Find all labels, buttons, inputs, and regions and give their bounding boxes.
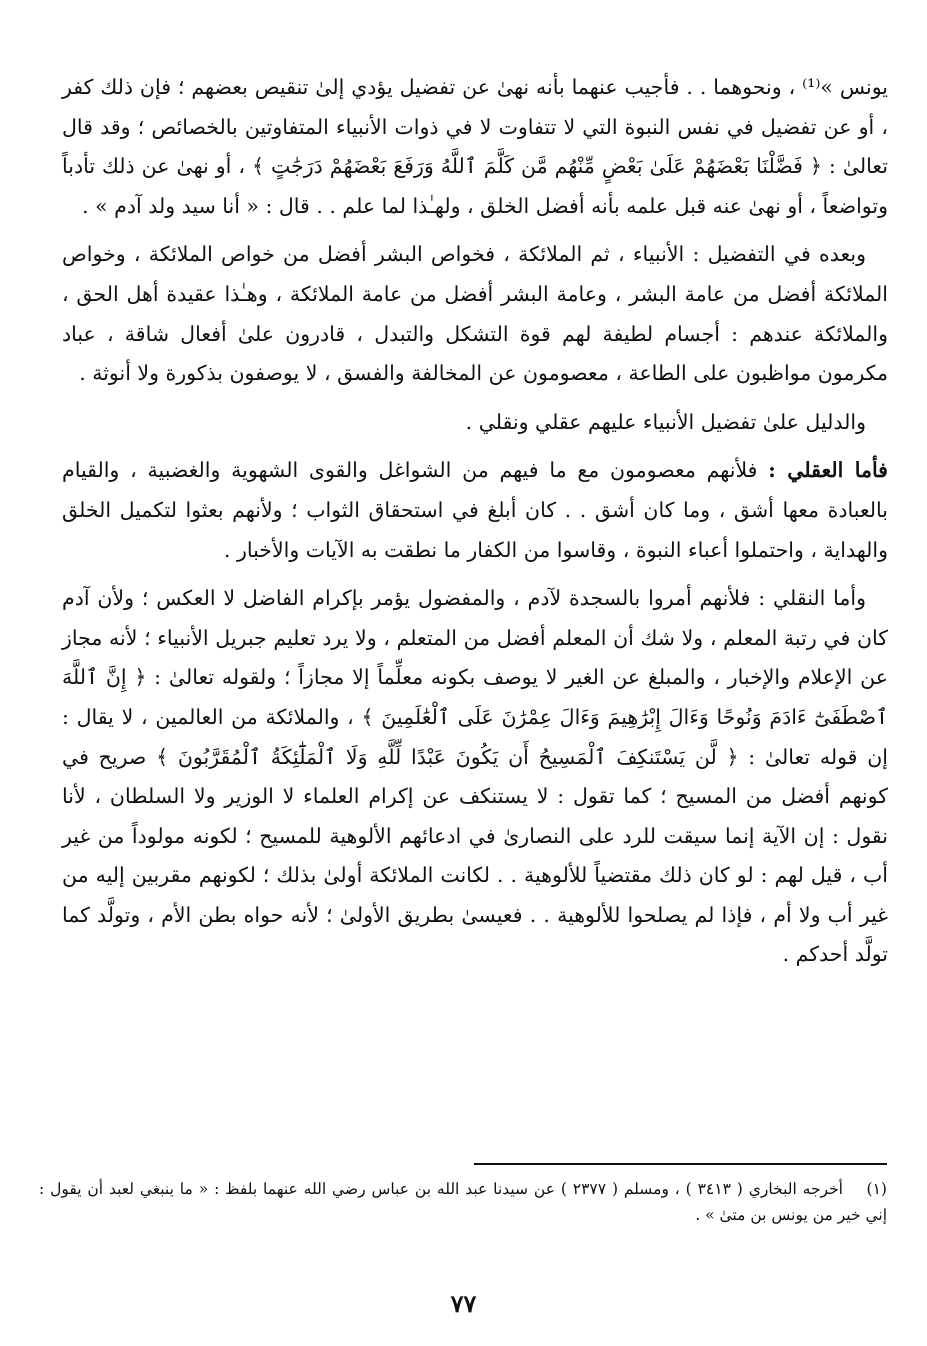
footnote-number: (١): [866, 1180, 887, 1198]
paragraph-4: [62, 451, 888, 570]
page-body: [62, 68, 888, 984]
paragraph-4-lead: فأما العقلي :: [768, 458, 888, 483]
paragraph-1: يونس »⁽¹⁾ ، ونحوهما . . فأجيب عنهما بأنه نهىٰ عن تفضيل يؤدي إلىٰ تنقيص بعضهم ؛ فإن ذلك كفر ، أو عن تفضيل في نفس النبوة التي لا تتفاوت لا في ذوات الأنبياء المتفاوتين بالخصائص ؛ وقد قال تعالىٰ : ﴿ فَضَّلْنَا بَعْضَهُمْ عَلَىٰ بَعْضٍ مِّنْهُم مَّن كَلَّمَ ٱللَّهُ وَرَفَعَ بَعْضَهُمْ دَرَجَٰتٍ ﴾ ، أو نهىٰ عن ذلك تأدباً وتواضعاً ، أو نهىٰ عنه قبل علمه بأنه أفضل الخلق ، ولهـٰذا لما علم . . قال : « أنا سيد ولد آدم » .: [62, 75, 888, 218]
paragraph-3: والدليل علىٰ تفضيل الأنبياء عليهم عقلي ونقلي .: [465, 409, 866, 434]
footnote: [39, 1176, 887, 1228]
footnote-text: أخرجه البخاري ( ٣٤١٣ ) ، ومسلم ( ٢٣٧٧ ) عن سيدنا عبد الله بن عباس رضي الله عنهما بلفظ : « ما ينبغي لعبد أن يقول : إني خير من يونس بن متىٰ » .: [39, 1180, 887, 1224]
footnote-divider: [474, 1163, 887, 1165]
paragraph-4-text: فلأنهم معصومون مع ما فيهم من الشواغل والقوى الشهوية والغضبية ، والقيام بالعبادة معها أشق ، وما كان أشق . . كان أبلغ في استحقاق الثواب ؛ ولأنهم بعثوا لتكميل الخلق والهداية ، واحتملوا أعباء النبوة ، وقاسوا من الكفار ما نطقت به الآيات والأخبار .: [62, 458, 888, 562]
paragraph-5: وأما النقلي : فلأنهم أمروا بالسجدة لآدم ، والمفضول يؤمر بإكرام الفاضل لا العكس ؛ ولأن آدم كان في رتبة المعلم ، ولا شك أن المعلم أفضل من المتعلم ، ولا يرد تعليم جبريل الأنبياء ؛ لأنه مجاز عن الإعلام والإخبار ، والمبلغ عن الغير لا يوصف بكونه معلِّماً إلا مجازاً ؛ ولقوله تعالىٰ : ﴿ إِنَّ ٱللَّهَ ٱصْطَفَىٰٓ ءَادَمَ وَنُوحًا وَءَالَ إِبْرَٰهِيمَ وَءَالَ عِمْرَٰنَ عَلَى ٱلْعَٰلَمِينَ ﴾ ، والملائكة من العالمين ، لا يقال : إن قوله تعالىٰ : ﴿ لَّن يَسْتَنكِفَ ٱلْمَسِيحُ أَن يَكُونَ عَبْدًا لِّلَّهِ وَلَا ٱلْمَلَٰٓئِكَةُ ٱلْمُقَرَّبُونَ ﴾ صريح في كونهم أفضل من المسيح ؛ كما تقول : لا يستنكف عن إكرام العلماء لا الوزير ولا السلطان ، لأنا نقول : إن الآية إنما سيقت للرد على النصارىٰ في ادعائهم الألوهية للمسيح ؛ لكونه مولوداً من غير أب ، قيل لهم : لو كان ذلك مقتضياً للألوهية . . لكانت الملائكة أولىٰ بذلك ؛ لكونهم مقربين إليه من غير أب ولا أم ، فإذا لم يصلحوا للألوهية . . فعيسىٰ بطريق الأولىٰ ؛ لأنه حواه بطن الأم ، وتولَّد كما تولَّد أحدكم .: [62, 586, 888, 967]
page-number: ٧٧: [450, 1289, 477, 1318]
paragraph-2: وبعده في التفضيل : الأنبياء ، ثم الملائكة ، فخواص البشر أفضل من خواص الملائكة ، وخواص الملائكة أفضل من عامة البشر ، وعامة البشر أفضل من عامة الملائكة ، وهـٰذا عقيدة أهل الحق ، والملائكة عندهم : أجسام لطيفة لهم قوة التشكل والتبدل ، قادرون علىٰ أفعال شاقة ، عباد مكرمون مواظبون على الطاعة ، معصومون عن المخالفة والفسق ، لا يوصفون بذكورة ولا أنوثة .: [62, 242, 888, 386]
